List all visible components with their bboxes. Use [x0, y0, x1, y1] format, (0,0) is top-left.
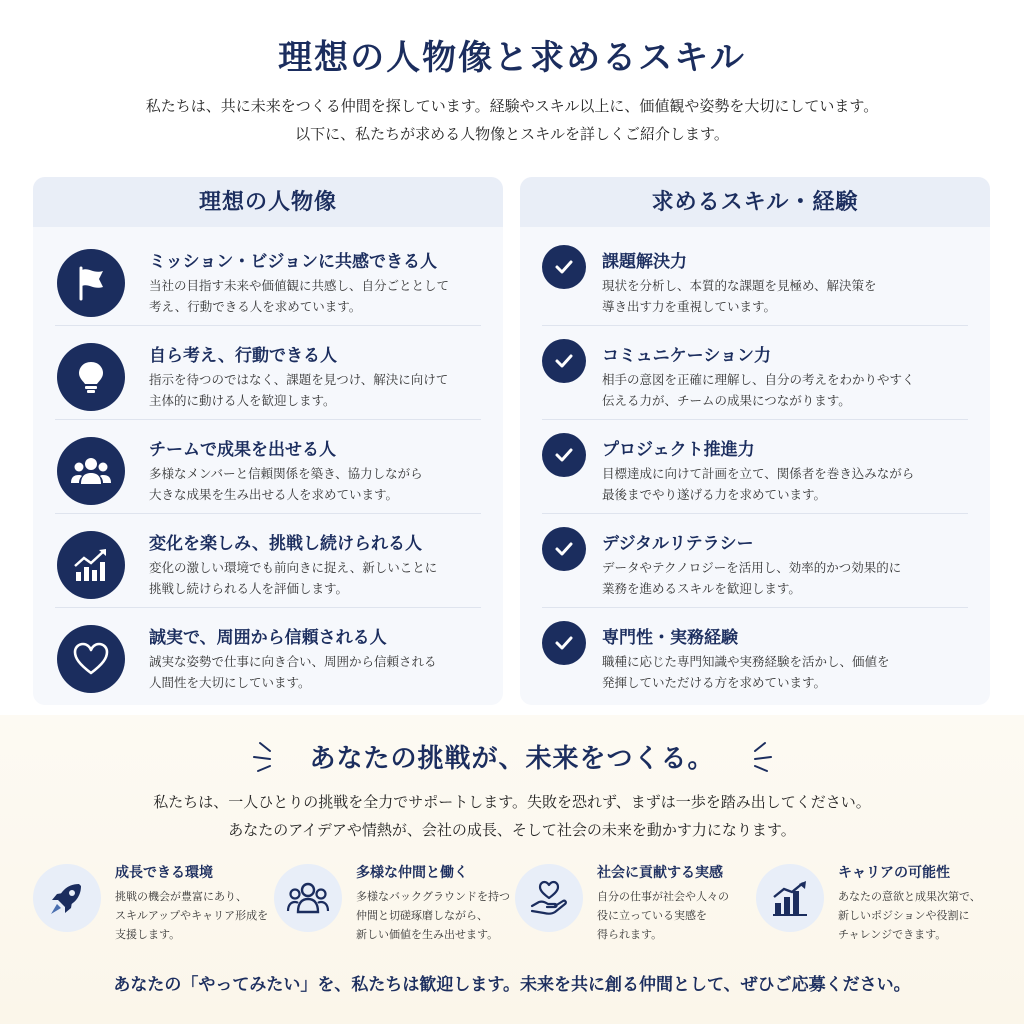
- skill-item-desc: 目標達成に向けて計画を立て、関係者を巻き込みながら 最後までやり遂げる力を求めています。: [602, 466, 915, 502]
- check-icon: [542, 621, 586, 665]
- feature-title: 成長できる環境: [115, 865, 213, 881]
- growth-chart-icon: [57, 531, 125, 599]
- sparkle-right-icon: [735, 740, 775, 776]
- skill-item-title: デジタルリテラシー: [602, 534, 754, 554]
- feature-title: 社会に貢献する実感: [597, 865, 723, 881]
- rocket-icon: [33, 864, 101, 932]
- intro-text: [0, 92, 1024, 148]
- hand-heart-icon: [515, 864, 583, 932]
- persona-item-desc: 多様なメンバーと信頼関係を築き、協力しながら 大きな成果を生み出せる人を求めています。: [149, 466, 423, 502]
- message-line-1: 私たちは、一人ひとりの挑戦を全力でサポートします。失敗を恐れず、まずは一歩を踏み出してください。: [153, 793, 871, 811]
- message-text: [0, 788, 1024, 844]
- feature-desc: 多様なバックグラウンドを持つ 仲間と切磋琢磨しながら、 新しい価値を生み出せます。: [356, 890, 510, 941]
- persona-item-desc: 指示を待つのではなく、課題を見つけ、解決に向けて 主体的に動ける人を歓迎します。: [149, 372, 449, 408]
- check-icon: [542, 527, 586, 571]
- skill-item-desc: 相手の意図を正確に理解し、自分の考えをわかりやすく 伝える力が、チームの成果につながります。: [602, 372, 915, 408]
- feature-desc: 挑戦の機会が豊富にあり、 スキルアップやキャリア形成を 支援します。: [115, 890, 269, 941]
- persona-item: [55, 607, 481, 701]
- persona-item: [55, 419, 481, 514]
- persona-item-desc: 変化の激しい環境でも前向きに捉え、新しいことに 挑戦し続けられる人を評価します。: [149, 560, 438, 596]
- skill-item-desc: 職種に応じた専門知識や実務経験を活かし、価値を 発揮していただける方を求めています。: [602, 654, 890, 690]
- feature-desc: あなたの意欲と成果次第で、 新しいポジションや役割に チャレンジできます。: [838, 890, 981, 941]
- check-icon: [542, 433, 586, 477]
- persona-item: [55, 325, 481, 420]
- persona-item-title: 変化を楽しみ、挑戦し続けられる人: [149, 534, 423, 554]
- skill-item: [542, 231, 968, 326]
- persona-item: [55, 231, 481, 326]
- footer-message: あなたの「やってみたい」を、私たちは歓迎します。未来を共に創る仲間として、ぜひご応募ください。: [113, 975, 911, 995]
- people-icon: [274, 864, 342, 932]
- skill-item: [542, 419, 968, 514]
- skill-item-desc: データやテクノロジーを活用し、効率的かつ効果的に 業務を進めるスキルを歓迎します。: [602, 560, 902, 596]
- feature-desc: 自分の仕事が社会や人々の 役に立っている実感を 得られます。: [597, 890, 729, 941]
- intro-line-2: 以下に、私たちが求める人物像とスキルを詳しくご紹介します。: [295, 125, 729, 143]
- skill-item: [542, 513, 968, 608]
- persona-item-desc: 当社の目指す未来や価値観に共感し、自分ごととして 考え、行動できる人を求めています。: [149, 278, 450, 314]
- team-icon: [57, 437, 125, 505]
- flag-icon: [57, 249, 125, 317]
- check-icon: [542, 339, 586, 383]
- skill-item-title: 課題解決力: [602, 252, 687, 272]
- feature-title: キャリアの可能性: [838, 865, 950, 881]
- feature-item: [756, 858, 996, 958]
- persona-panel: [33, 177, 503, 705]
- message-line-2: あなたのアイデアや情熱が、会社の成長、そして社会の未来を動かす力になります。: [228, 821, 796, 839]
- bar-chart-icon: [756, 864, 824, 932]
- check-icon: [542, 245, 586, 289]
- feature-item: [515, 858, 755, 958]
- persona-item-title: 自ら考え、行動できる人: [149, 346, 338, 366]
- skill-item-title: プロジェクト推進力: [602, 440, 755, 460]
- page-title: 理想の人物像と求めるスキル: [278, 38, 746, 78]
- feature-item: [33, 858, 273, 958]
- lightbulb-icon: [57, 343, 125, 411]
- heart-icon: [57, 625, 125, 693]
- feature-item: [274, 858, 514, 958]
- skill-item: [542, 325, 968, 420]
- intro-line-1: 私たちは、共に未来をつくる仲間を探しています。経験やスキル以上に、価値観や姿勢を大切にしています。: [145, 97, 879, 115]
- persona-item-title: ミッション・ビジョンに共感できる人: [149, 252, 437, 272]
- persona-item-title: 誠実で、周囲から信頼される人: [149, 628, 387, 648]
- feature-title: 多様な仲間と働く: [356, 865, 468, 881]
- skill-item-title: 専門性・実務経験: [602, 628, 738, 648]
- skill-item: [542, 607, 968, 701]
- persona-item-desc: 誠実な姿勢で仕事に向き合い、周囲から信頼される 人間性を大切にしています。: [149, 654, 437, 690]
- persona-heading: 理想の人物像: [33, 177, 503, 227]
- skills-panel: [520, 177, 990, 705]
- skill-item-desc: 現状を分析し、本質的な課題を見極め、解決策を 導き出す力を重視しています。: [602, 278, 877, 314]
- skills-heading: 求めるスキル・経験: [520, 177, 990, 227]
- tagline: あなたの挑戦が、未来をつくる。: [309, 744, 715, 774]
- persona-item-title: チームで成果を出せる人: [149, 440, 336, 460]
- skill-item-title: コミュニケーション力: [602, 346, 771, 366]
- persona-item: [55, 513, 481, 608]
